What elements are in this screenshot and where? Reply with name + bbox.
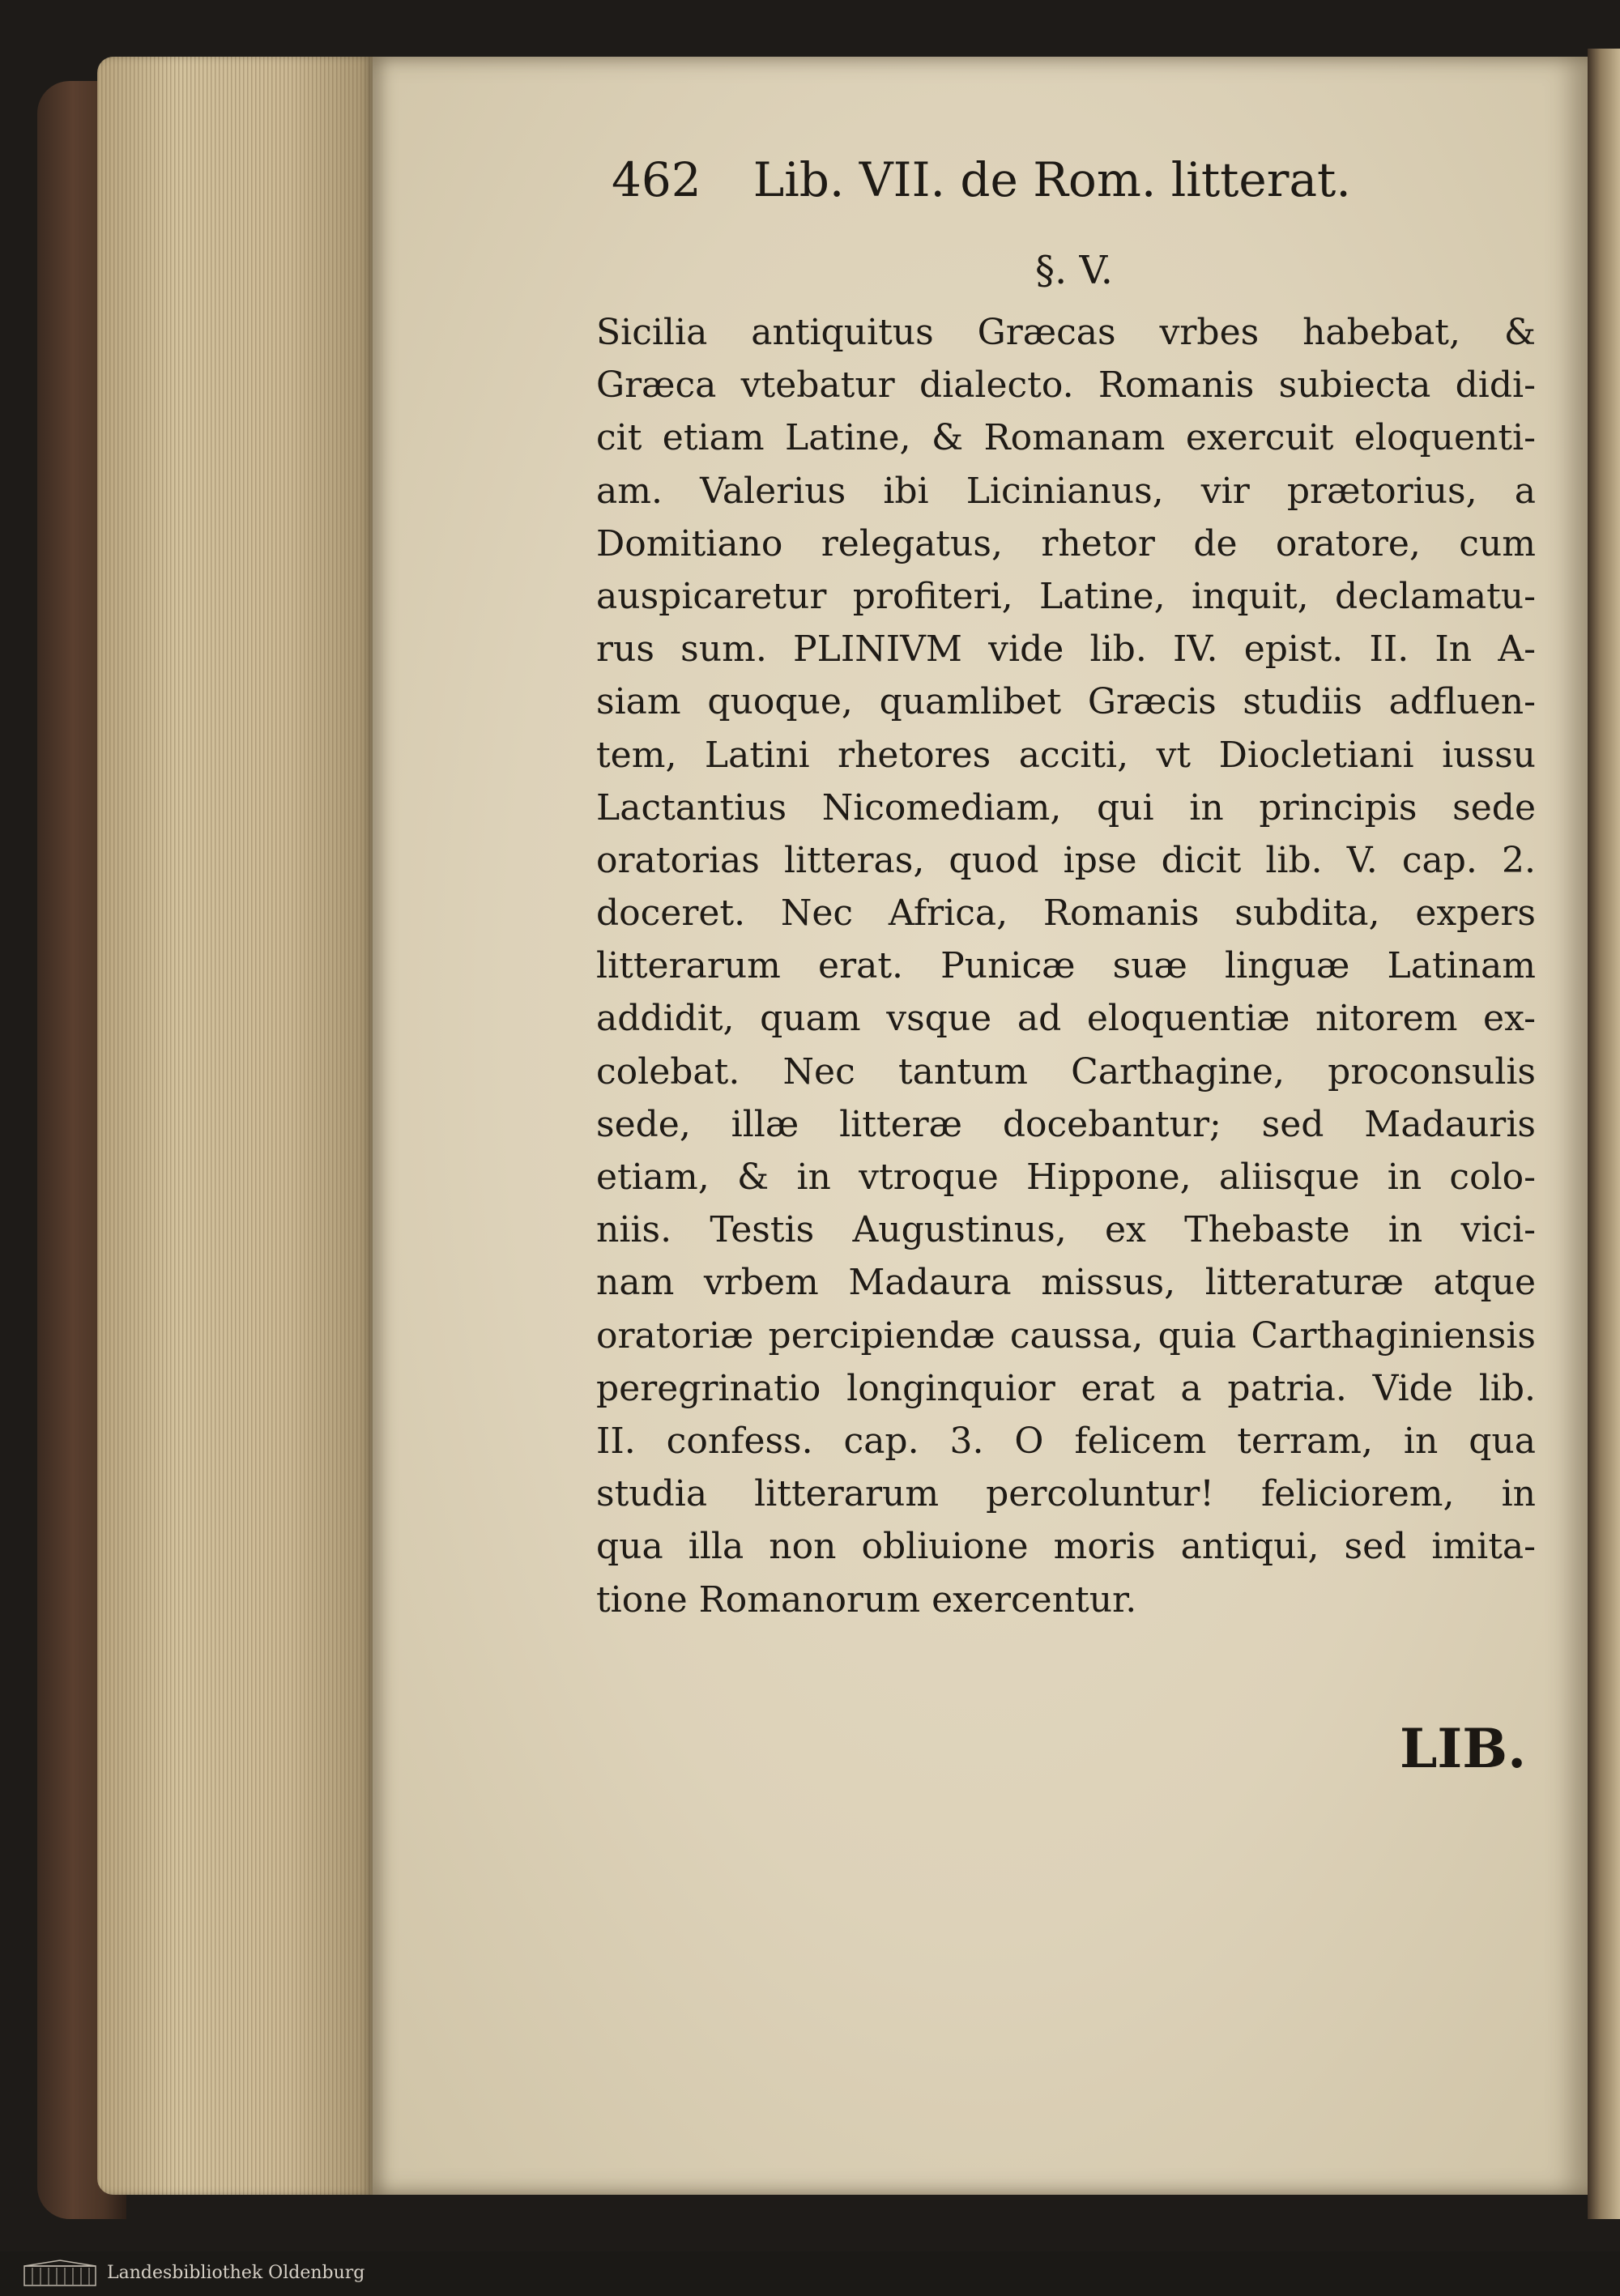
text-line: II. confess. cap. 3. O felicem terram, in qua: [596, 1420, 1536, 1462]
catchword: LIB.: [1400, 1717, 1527, 1780]
text-line: siam quoque, quamlibet Græcis studiis adfluen-: [596, 681, 1536, 723]
text-line: nam vrbem Madaura missus, litteraturæ atque: [596, 1262, 1536, 1304]
text-line: auspicaretur profiteri, Latine, inquit, declamatu-: [596, 575, 1536, 617]
running-header: [612, 152, 1422, 217]
text-line: Lactantius Nicomediam, qui in principis sede: [596, 786, 1536, 829]
text-line: etiam, & in vtroque Hippone, aliisque in colo-: [596, 1157, 1536, 1198]
text-line: Domitiano relegatus, rhetor de oratore, cum: [596, 522, 1536, 564]
page-number: 462: [612, 152, 701, 207]
text-line: litterarum erat. Punicæ suæ linguæ Latinam: [596, 945, 1536, 987]
text-line: rus sum. PLINIVM vide lib. IV. epist. II. In A-: [596, 628, 1536, 671]
text-line: studia litterarum percoluntur! feliciorem, in: [596, 1473, 1536, 1515]
text-line: sede, illæ litteræ docebantur; sed Madauris: [596, 1103, 1536, 1145]
text-line: qua illa non obliuione moris antiqui, sed imita-: [596, 1526, 1536, 1568]
library-building-icon: [23, 2260, 97, 2287]
page-edges: [97, 57, 373, 2195]
text-line: colebat. Nec tantum Carthagine, proconsulis: [596, 1050, 1536, 1093]
section-heading: §. V.: [1035, 248, 1114, 293]
text-line: niis. Testis Augustinus, ex Thebaste in vici-: [596, 1209, 1536, 1251]
body-text: [596, 306, 1536, 1626]
text-line: am. Valerius ibi Licinianus, vir prætorius, a: [596, 470, 1536, 512]
text-line: Græca vtebatur dialecto. Romanis subiecta didi-: [596, 364, 1536, 407]
next-page-edge: [1588, 49, 1620, 2219]
text-line: addidit, quam vsque ad eloquentiæ nitorem ex-: [596, 998, 1536, 1040]
footer-institution: Landesbibliothek Oldenburg: [107, 2263, 365, 2283]
running-title: Lib. VII. de Rom. litterat.: [752, 152, 1351, 207]
text-line: oratoriæ percipiendæ caussa, quia Carthaginiensis: [596, 1314, 1536, 1357]
footer-bar: [0, 2251, 1620, 2296]
text-line: tione Romanorum exercentur.: [596, 1578, 1137, 1621]
text-line: tem, Latini rhetores acciti, vt Diocletiani iussu: [596, 734, 1536, 776]
text-line: doceret. Nec Africa, Romanis subdita, expers: [596, 892, 1536, 935]
text-line: cit etiam Latine, & Romanam exercuit eloquenti-: [596, 417, 1536, 459]
text-line: peregrinatio longinquior erat a patria. Vide lib.: [596, 1367, 1536, 1409]
text-line: oratorias litteras, quod ipse dicit lib. V. cap. 2.: [596, 839, 1536, 881]
text-line: Sicilia antiquitus Græcas vrbes habebat, &: [596, 312, 1536, 353]
